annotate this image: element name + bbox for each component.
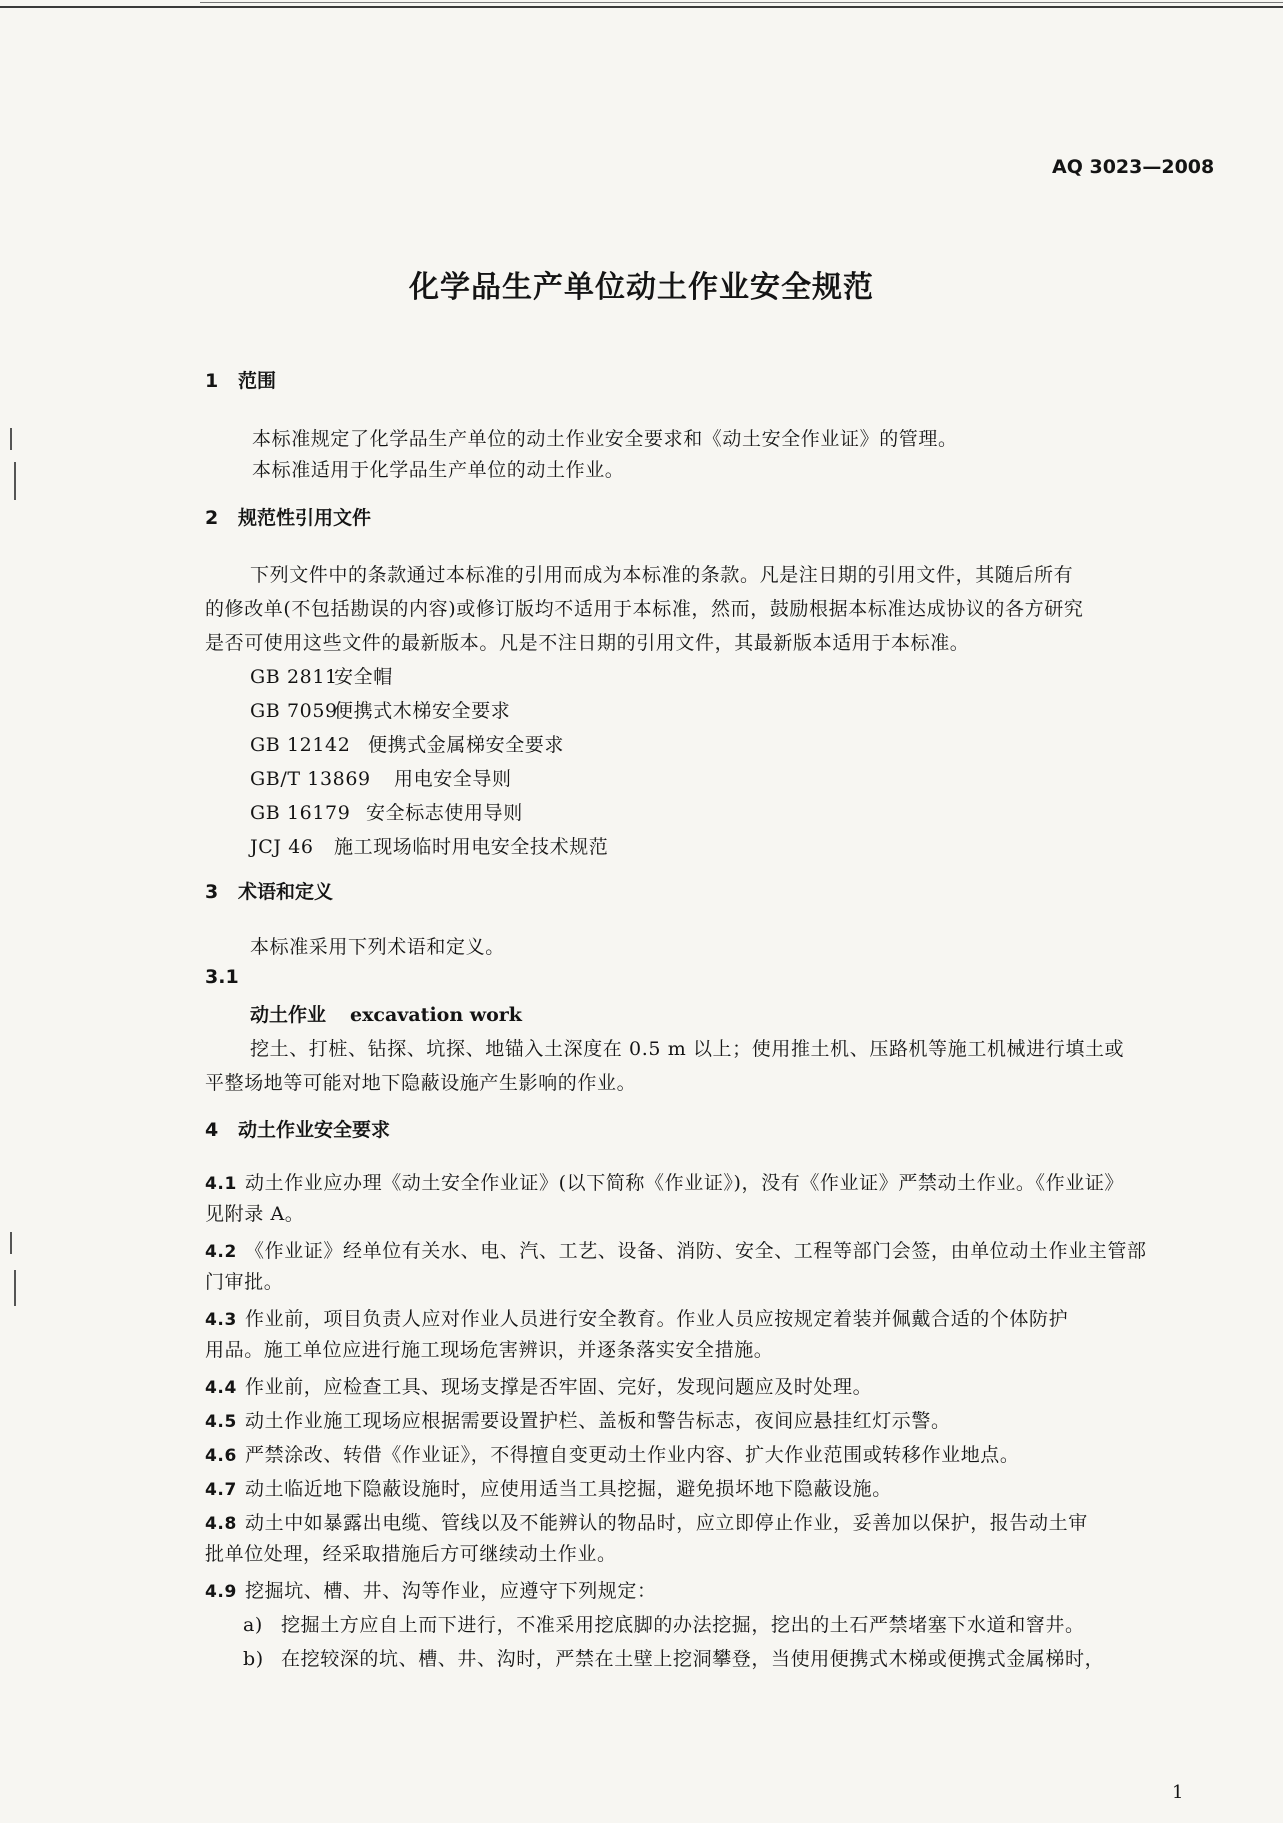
section-4-heading: 4 动土作业安全要求 (205, 1119, 391, 1141)
scan-edge-line-thin (200, 2, 1283, 3)
binding-mark (10, 428, 12, 450)
section-2-heading: 2 规范性引用文件 (205, 507, 372, 529)
standard-number: AQ 3023—2008 (1052, 156, 1215, 178)
term-definition: 挖土、打桩、钻探、坑探、地锚入土深度在 0.5 m 以上；使用推土机、压路机等施工机械进行填土或 (250, 1038, 1125, 1060)
binding-mark (14, 1270, 16, 1306)
list-item: a) 挖掘土方应自上而下进行，不准采用挖底脚的办法挖掘，挖出的土石严禁堵塞下水道和窨井。 (243, 1614, 1085, 1636)
clause: 4.8 动土中如暴露出电缆、管线以及不能辨认的物品时，应立即停止作业，妥善加以保护，报告动土审 (205, 1512, 1088, 1534)
paragraph: 的修改单(不包括勘误的内容)或修订版均不适用于本标准，然而，鼓励根据本标准达成协议的各方研究 (205, 598, 1084, 620)
clause: 4.7 动土临近地下隐蔽设施时，应使用适当工具挖掘，避免损坏地下隐蔽设施。 (205, 1478, 892, 1500)
term-heading: 动土作业 excavation work (250, 1004, 522, 1026)
paragraph: 本标准采用下列术语和定义。 (250, 936, 505, 958)
section-3-heading: 3 术语和定义 (205, 881, 334, 903)
reference-item: GB 2811安全帽 (250, 666, 393, 688)
clause: 4.3 作业前，项目负责人应对作业人员进行安全教育。作业人员应按规定着装并佩戴合适的个体防护 (205, 1308, 1069, 1330)
clause-continuation: 批单位处理，经采取措施后方可继续动土作业。 (205, 1543, 617, 1565)
binding-mark (14, 462, 16, 500)
clause: 4.4 作业前，应检查工具、现场支撑是否牢固、完好，发现问题应及时处理。 (205, 1376, 873, 1398)
scan-edge-line (0, 6, 1283, 8)
clause-continuation: 见附录 A。 (205, 1203, 305, 1225)
clause: 4.6 严禁涂改、转借《作业证》，不得擅自变更动土作业内容、扩大作业范围或转移作业地点。 (205, 1444, 1020, 1466)
term-definition: 平整场地等可能对地下隐蔽设施产生影响的作业。 (205, 1072, 637, 1094)
clause: 4.5 动土作业施工现场应根据需要设置护栏、盖板和警告标志，夜间应悬挂红灯示警。 (205, 1410, 951, 1432)
paragraph: 本标准规定了化学品生产单位的动土作业安全要求和《动土安全作业证》的管理。 (252, 428, 958, 450)
clause: 4.1 动土作业应办理《动土安全作业证》(以下简称《作业证》)，没有《作业证》严禁动土作业。《作业证》 (205, 1172, 1125, 1194)
clause-continuation: 门审批。 (205, 1271, 284, 1293)
clause-continuation: 用品。施工单位应进行施工现场危害辨识，并逐条落实安全措施。 (205, 1339, 774, 1361)
reference-item: GB/T 13869 用电安全导则 (250, 768, 512, 790)
clause: 4.9 挖掘坑、槽、井、沟等作业，应遵守下列规定： (205, 1580, 657, 1602)
document-title: 化学品生产单位动土作业安全规范 (409, 270, 874, 305)
paragraph: 本标准适用于化学品生产单位的动土作业。 (252, 459, 625, 481)
reference-item: GB 12142 便携式金属梯安全要求 (250, 734, 565, 756)
reference-item: JCJ 46 施工现场临时用电安全技术规范 (250, 836, 609, 858)
clause: 4.2 《作业证》经单位有关水、电、汽、工艺、设备、消防、安全、工程等部门会签，由单位动土作业主管部 (205, 1240, 1147, 1262)
paragraph: 是否可使用这些文件的最新版本。凡是不注日期的引用文件，其最新版本适用于本标准。 (205, 632, 970, 654)
page-number: 1 (1172, 1782, 1184, 1803)
reference-item: GB 7059便携式木梯安全要求 (250, 700, 511, 722)
section-1-heading: 1 范围 (205, 370, 277, 392)
clause-number: 3.1 (205, 966, 239, 988)
list-item: b) 在挖较深的坑、槽、井、沟时，严禁在土壁上挖洞攀登，当使用便携式木梯或便携式金属梯时， (243, 1648, 1105, 1670)
reference-item: GB 16179 安全标志使用导则 (250, 802, 523, 824)
paragraph: 下列文件中的条款通过本标准的引用而成为本标准的条款。凡是注日期的引用文件，其随后所有 (250, 564, 1074, 586)
binding-mark (10, 1232, 12, 1254)
